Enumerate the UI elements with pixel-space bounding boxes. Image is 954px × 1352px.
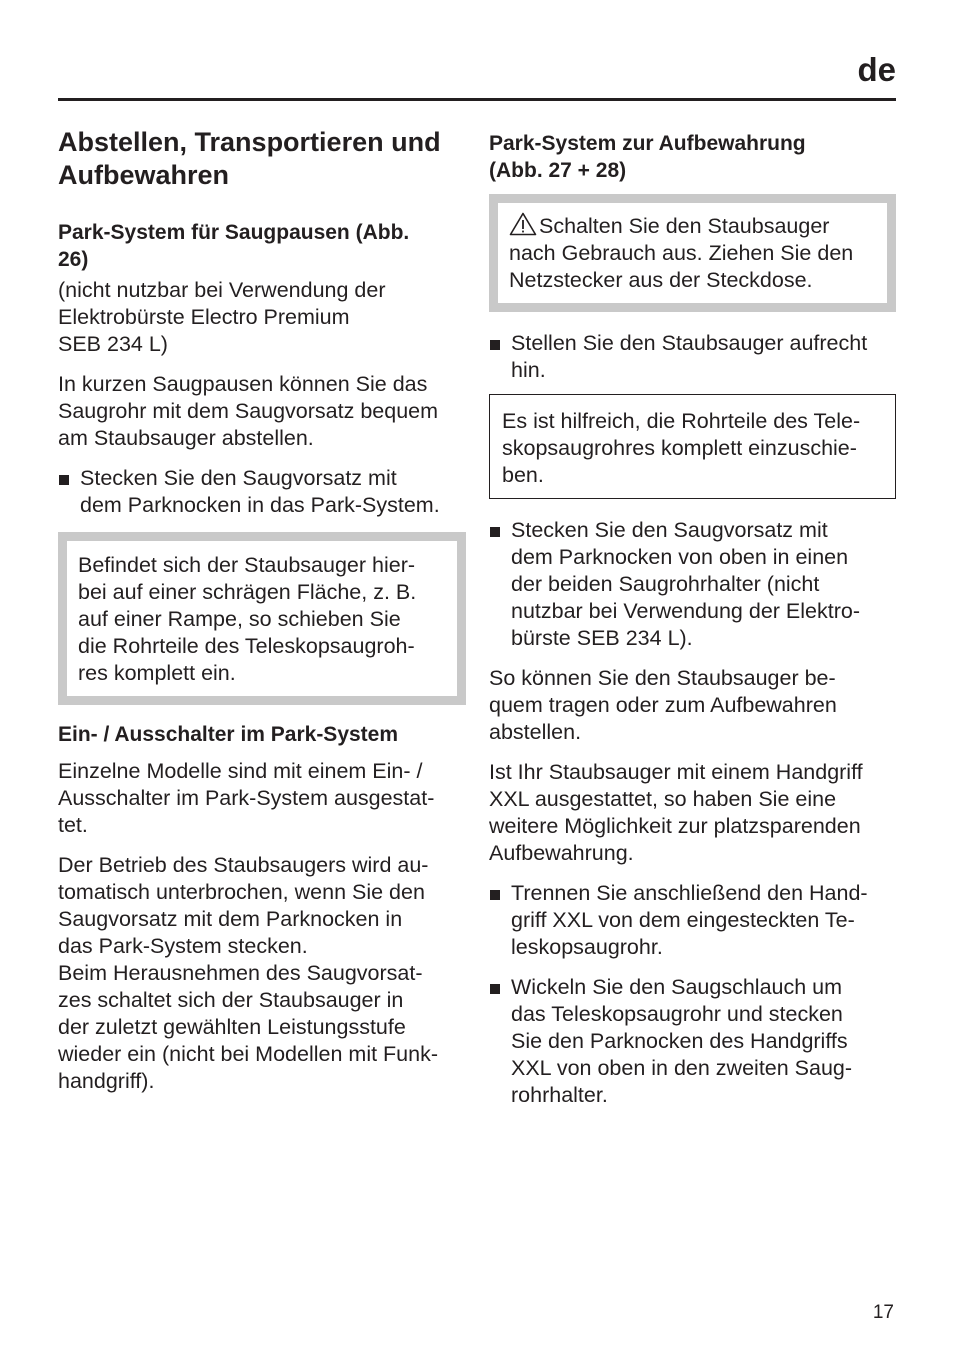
note-box: Befindet sich der Staubsauger hier- bei auf einer schrägen Fläche, z. B. auf einer Rampe, so schieben Sie die Rohrteile des Teleskopsaugroh- res komplett ein.	[58, 532, 466, 705]
bullet-square-icon	[489, 517, 511, 652]
warning-text: Schalten Sie den Staubsauger nach Gebrauch aus. Ziehen Sie den Netzstecker aus der Steckdose.	[509, 214, 854, 292]
bullet-square-icon	[489, 974, 511, 1109]
list-item	[489, 517, 896, 652]
park-system-pause-heading: Park-System für Saugpausen (Abb. 26)	[58, 221, 410, 271]
page-number: 17	[872, 1302, 894, 1323]
bullet-square-icon	[489, 880, 511, 961]
park-system-storage-heading: Park-System zur Aufbewahrung (Abb. 27 + 28)	[489, 132, 806, 182]
list-item-text: Trennen Sie anschließend den Hand- griff XXL von dem eingesteckten Te- leskopsaugrohr.	[511, 881, 868, 959]
list-item-text: Stecken Sie den Saugvorsatz mit dem Parknocken in das Park-System.	[80, 466, 440, 517]
left-column	[58, 124, 466, 1108]
right-column	[489, 124, 896, 1122]
park-system-pause-text: In kurzen Saugpausen können Sie das Saugrohr mit dem Saugvorsatz bequem am Staubsauger abstellen.	[58, 372, 439, 450]
tip-box: Es ist hilfreich, die Rohrteile des Tele- skopsaugrohres komplett einzuschie- ben.	[489, 394, 896, 499]
on-off-switch-heading: Ein- / Ausschalter im Park-System	[58, 723, 399, 746]
warning-triangle-icon	[509, 212, 537, 236]
list-item-text: Stecken Sie den Saugvorsatz mit dem Parknocken von oben in einen der beiden Saugrohrhalter (nicht nutzbar bei Verwendung der Elektro- bürste SEB 234 L).	[511, 518, 860, 650]
operation-interruption-text: Der Betrieb des Staubsaugers wird au- tomatisch unterbrochen, wenn Sie den Saugvorsatz mit dem Parknocken in das Park-System stecken. Beim Herausnehmen des Saugvorsat- zes schaltet sich der Staubsauger in der zuletzt gewählten Leistungsstufe wieder ein (nicht bei Modellen mit Funk- handgriff).	[58, 853, 438, 1093]
list-item	[489, 330, 896, 384]
park-system-pause-note: (nicht nutzbar bei Verwendung der Elektrobürste Electro Premium SEB 234 L)	[58, 278, 386, 356]
on-off-switch-text: Einzelne Modelle sind mit einem Ein- / Ausschalter im Park-System ausgestat- tet.	[58, 759, 435, 837]
list-item	[58, 465, 466, 519]
list-item	[489, 880, 896, 961]
handle-xxl-text: Ist Ihr Staubsauger mit einem Handgriff XXL ausgestattet, so haben Sie eine weitere Möglichkeit zur platzsparenden Aufbewahrung.	[489, 760, 863, 865]
bullet-square-icon	[489, 330, 511, 384]
carry-storage-text: So können Sie den Staubsauger be- quem tragen oder zum Aufbewahren abstellen.	[489, 666, 837, 744]
list-item-text: Wickeln Sie den Saugschlauch um das Teleskopsaugrohr und stecken Sie den Parknocken des Handgriffs XXL von oben in den zweiten Saug- rohrhalter.	[511, 975, 853, 1107]
bullet-square-icon	[58, 465, 80, 519]
section-title: Abstellen, Transportieren und Aufbewahren	[58, 127, 441, 190]
header-rule	[58, 98, 896, 101]
language-tag: de	[857, 51, 896, 88]
warning-box	[489, 194, 896, 312]
list-item	[489, 974, 896, 1109]
list-item-text: Stellen Sie den Staubsauger aufrecht hin.	[511, 331, 868, 382]
